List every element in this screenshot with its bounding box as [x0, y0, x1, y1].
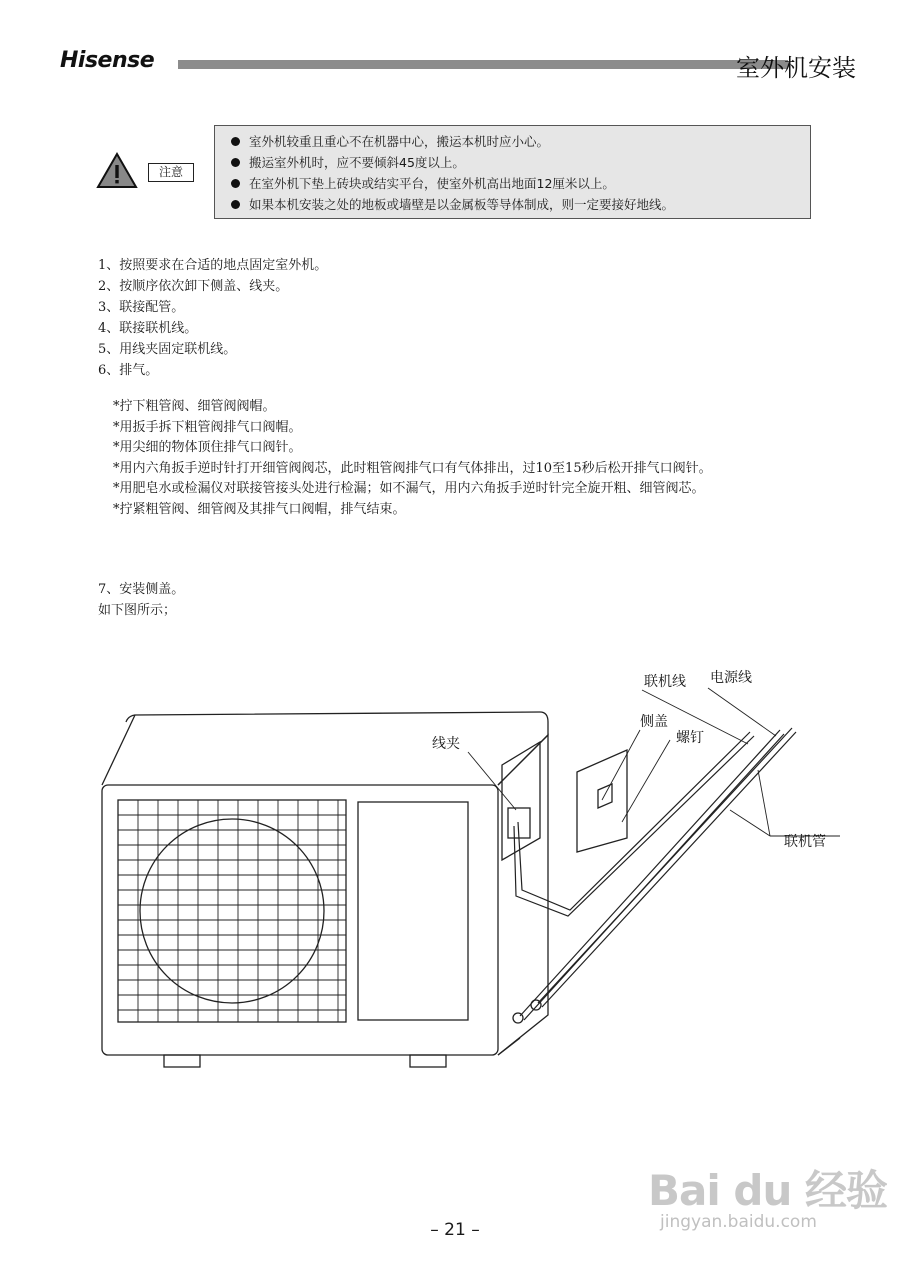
- step-item: 6、排气。: [98, 363, 159, 378]
- note-item: *用扳手拆下粗管阀排气口阀帽。: [113, 419, 302, 435]
- watermark-url: jingyan.baidu.com: [660, 1212, 817, 1232]
- outdoor-unit-diagram: [90, 660, 850, 1080]
- note-item: *用肥皂水或检漏仪对联接管接头处进行检漏；如不漏气，用内六角扳手逆时针完全旋开粗、细管阀芯。: [113, 481, 705, 496]
- step-item: 2、按顺序依次卸下侧盖、线夹。: [98, 279, 289, 294]
- note-item: *拧下粗管阀、细管阀阀帽。: [113, 399, 276, 414]
- brand-logo: Hisense: [60, 48, 155, 73]
- page-number: – 21 –: [430, 1220, 480, 1240]
- label-wire-clamp: 线夹: [432, 736, 460, 752]
- label-power-cord: 电源线: [710, 670, 752, 686]
- final-step: [98, 579, 184, 621]
- step-item: 7、安装侧盖。: [98, 582, 185, 597]
- section-title: 室外机安装: [736, 54, 856, 82]
- label-connecting-pipe: 联机管: [784, 834, 826, 850]
- page-header: [60, 44, 856, 84]
- caution-marker: [96, 150, 196, 190]
- figure-intro: 如下图所示；: [98, 603, 177, 618]
- caution-item: 室外机较重且重心不在机器中心，搬运本机时应小心。: [229, 131, 810, 152]
- warning-triangle-icon: [96, 152, 138, 190]
- note-item: *用尖细的物体顶住排气口阀针。: [113, 440, 302, 455]
- install-steps: [98, 255, 818, 381]
- caution-label: 注意: [148, 163, 194, 182]
- header-divider-bar: [178, 60, 788, 69]
- step-item: 5、用线夹固定联机线。: [98, 342, 237, 357]
- caution-item: 在室外机下垫上砖块或结实平台，使室外机高出地面12厘米以上。: [229, 173, 810, 194]
- step-item: 4、联接联机线。: [98, 321, 198, 336]
- caution-item: 搬运室外机时，应不要倾斜45度以上。: [229, 152, 810, 173]
- watermark-logo: Bai du 经验: [648, 1166, 887, 1215]
- caution-box: [214, 125, 811, 219]
- step-item: 1、按照要求在合适的地点固定室外机。: [98, 258, 328, 273]
- step-item: 3、联接配管。: [98, 300, 185, 315]
- note-item: *用内六角扳手逆时针打开细管阀阀芯，此时粗管阀排气口有气体排出，过10至15秒后松开排气口阀针。: [113, 460, 712, 476]
- caution-item: 如果本机安装之处的地板或墙壁是以金属板等导体制成，则一定要接好地线。: [229, 194, 810, 215]
- label-connecting-wire: 联机线: [644, 674, 686, 690]
- label-side-cover: 侧盖: [640, 714, 668, 730]
- label-screw: 螺钉: [676, 730, 704, 746]
- note-item: *拧紧粗管阀、细管阀及其排气口阀帽，排气结束。: [113, 501, 406, 517]
- purge-notes: [113, 397, 803, 520]
